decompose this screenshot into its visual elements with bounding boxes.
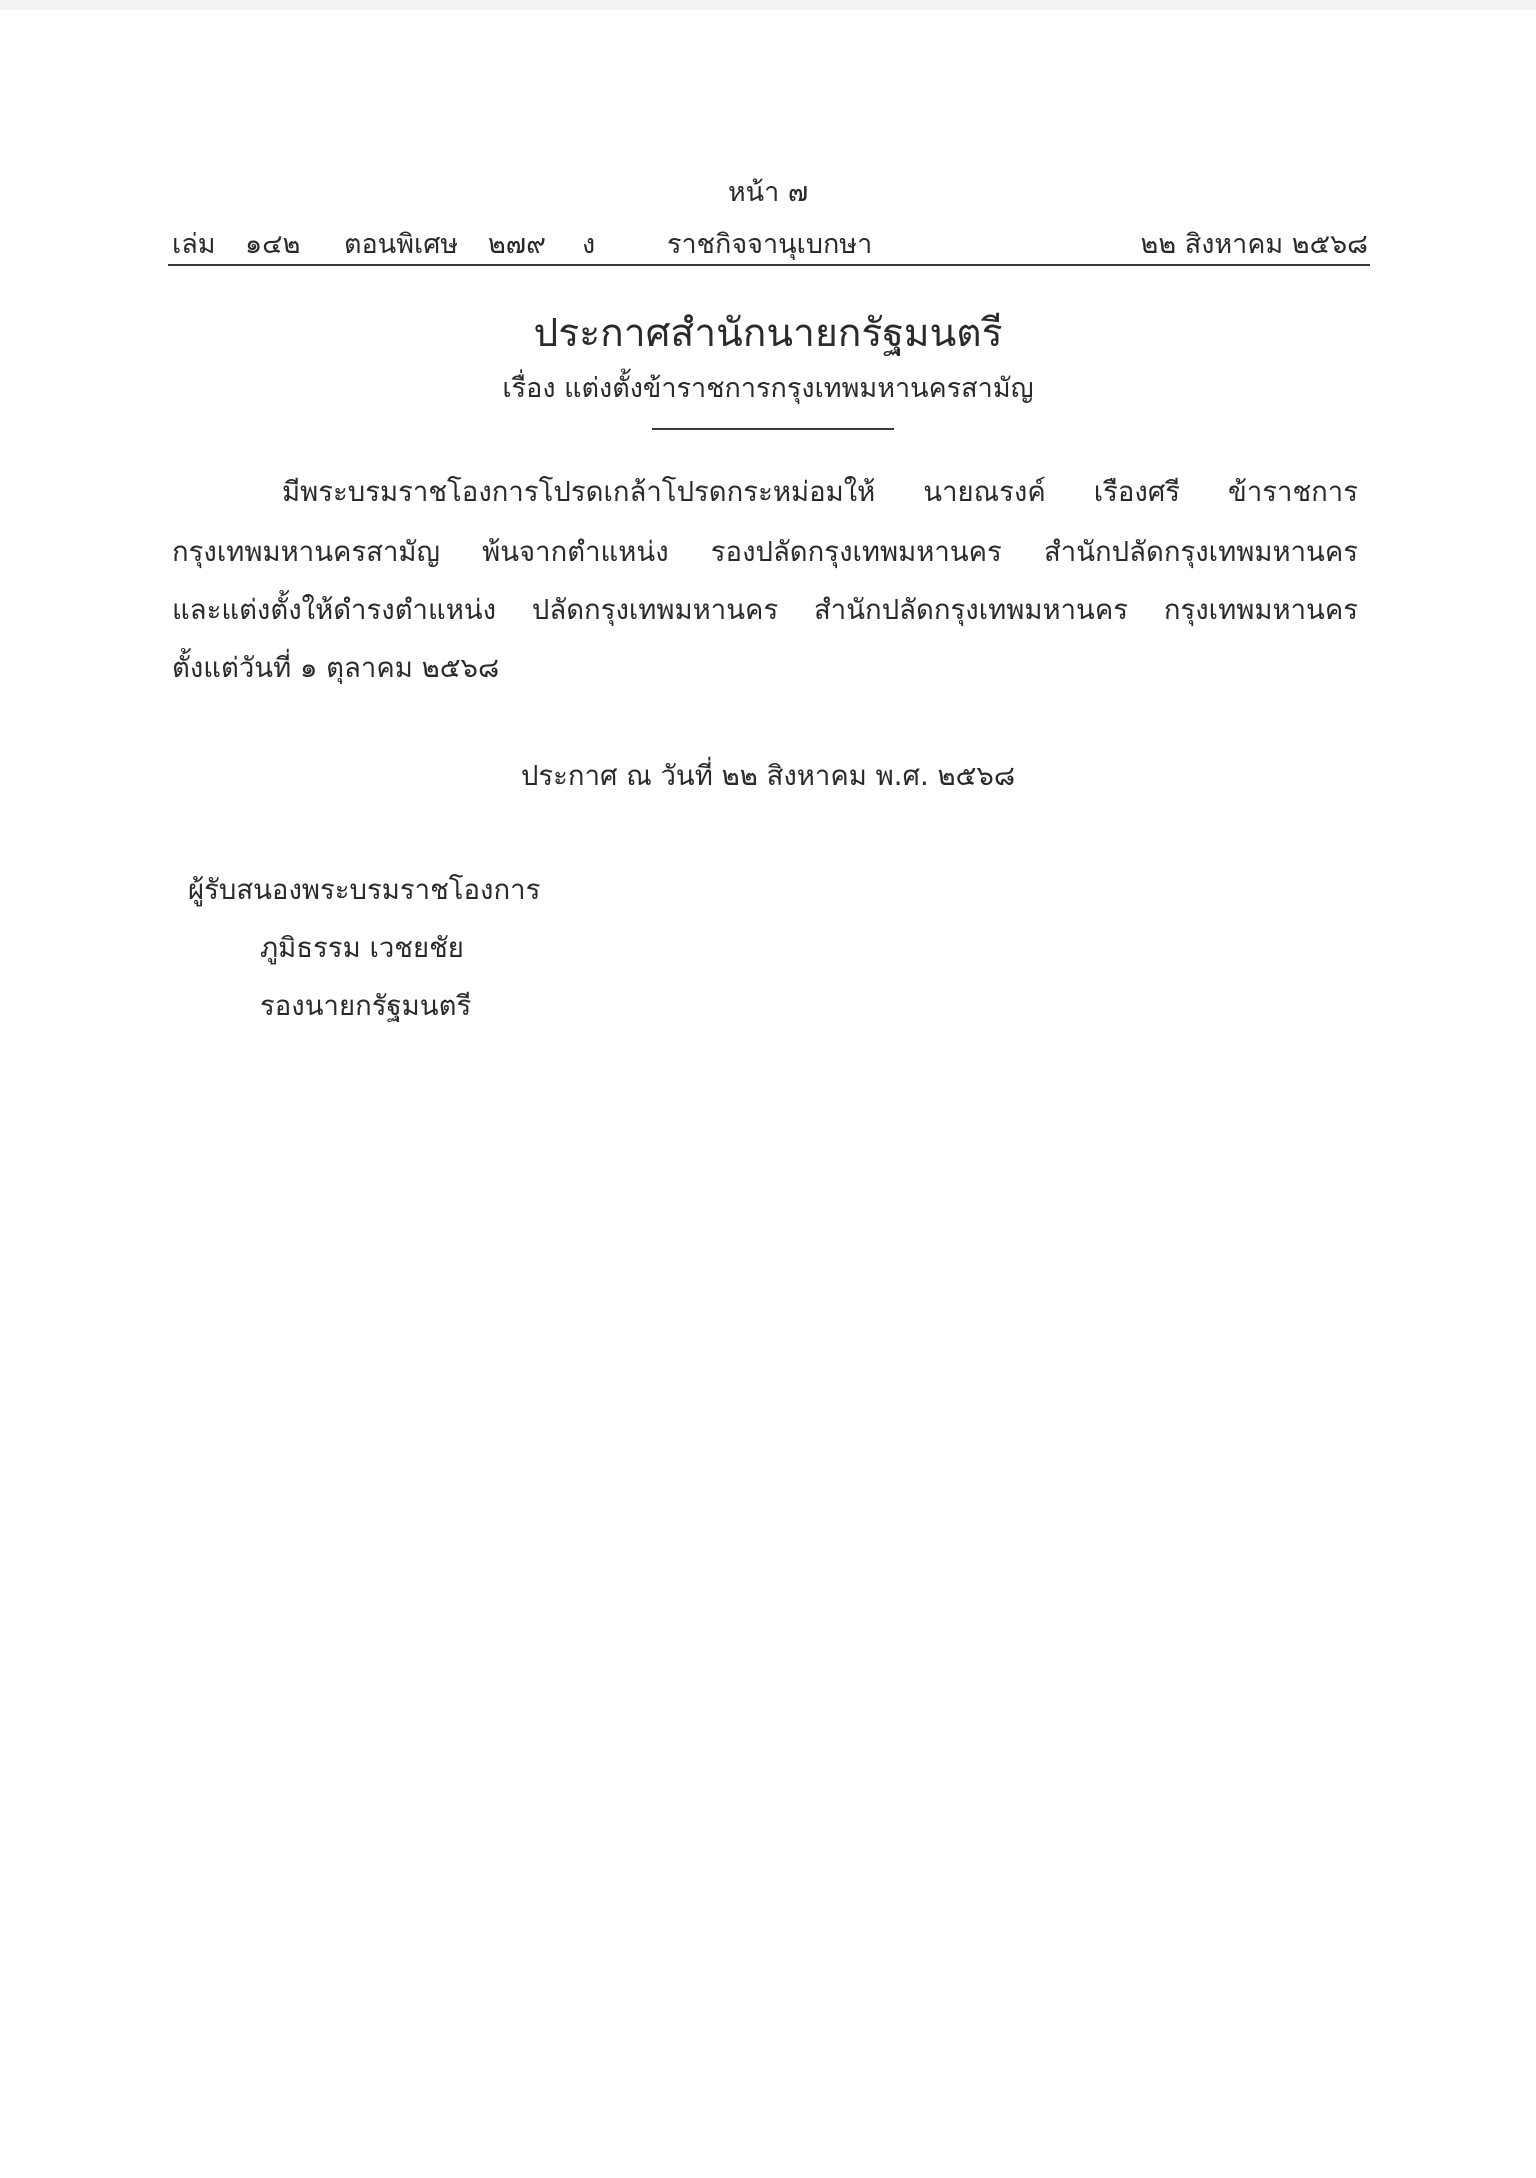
- section-label: ตอนพิเศษ: [344, 229, 459, 260]
- volume-label: เล่ม: [172, 229, 216, 260]
- page-number: หน้า ๗: [727, 177, 809, 208]
- countersign-position: รองนายกรัฐมนตรี: [260, 990, 472, 1022]
- announcement-title: ประกาศสำนักนายกรัฐมนตรี: [533, 311, 1003, 356]
- announcement-subject: เรื่อง แต่งตั้งข้าราชการกรุงเทพมหานครสามัญ: [502, 373, 1034, 404]
- section-number: ๒๗๙: [488, 229, 546, 260]
- body-line: และแต่งตั้งให้ดำรงตำแหน่ง ปลัดกรุงเทพมหานคร สำนักปลัดกรุงเทพมหานคร กรุงเทพมหานคร: [172, 594, 1358, 626]
- countersign-name: ภูมิธรรม เวชยชัย: [260, 932, 464, 964]
- gazette-name: ราชกิจจานุเบกษา: [667, 229, 873, 260]
- proclamation-date: ประกาศ ณ วันที่ ๒๒ สิงหาคม พ.ศ. ๒๕๖๘: [520, 760, 1016, 792]
- gazette-header: [172, 222, 1368, 262]
- body-line: มีพระบรมราชโองการโปรดเกล้าโปรดกระหม่อมให้ นายณรงค์ เรืองศรี ข้าราชการ: [282, 476, 1358, 508]
- top-band: [0, 0, 1536, 10]
- section-letter: ง: [582, 229, 596, 260]
- header-divider: [168, 264, 1370, 266]
- volume-number: ๑๔๒: [245, 229, 301, 260]
- gazette-date: ๒๒ สิงหาคม ๒๕๖๘: [1140, 229, 1368, 260]
- body-line: ตั้งแต่วันที่ ๑ ตุลาคม ๒๕๖๘: [172, 652, 500, 684]
- countersign-label: ผู้รับสนองพระบรมราชโองการ: [188, 874, 541, 906]
- body-line: กรุงเทพมหานครสามัญ พ้นจากตำแหน่ง รองปลัดกรุงเทพมหานคร สำนักปลัดกรุงเทพมหานคร: [172, 536, 1358, 568]
- subject-divider: [652, 428, 894, 430]
